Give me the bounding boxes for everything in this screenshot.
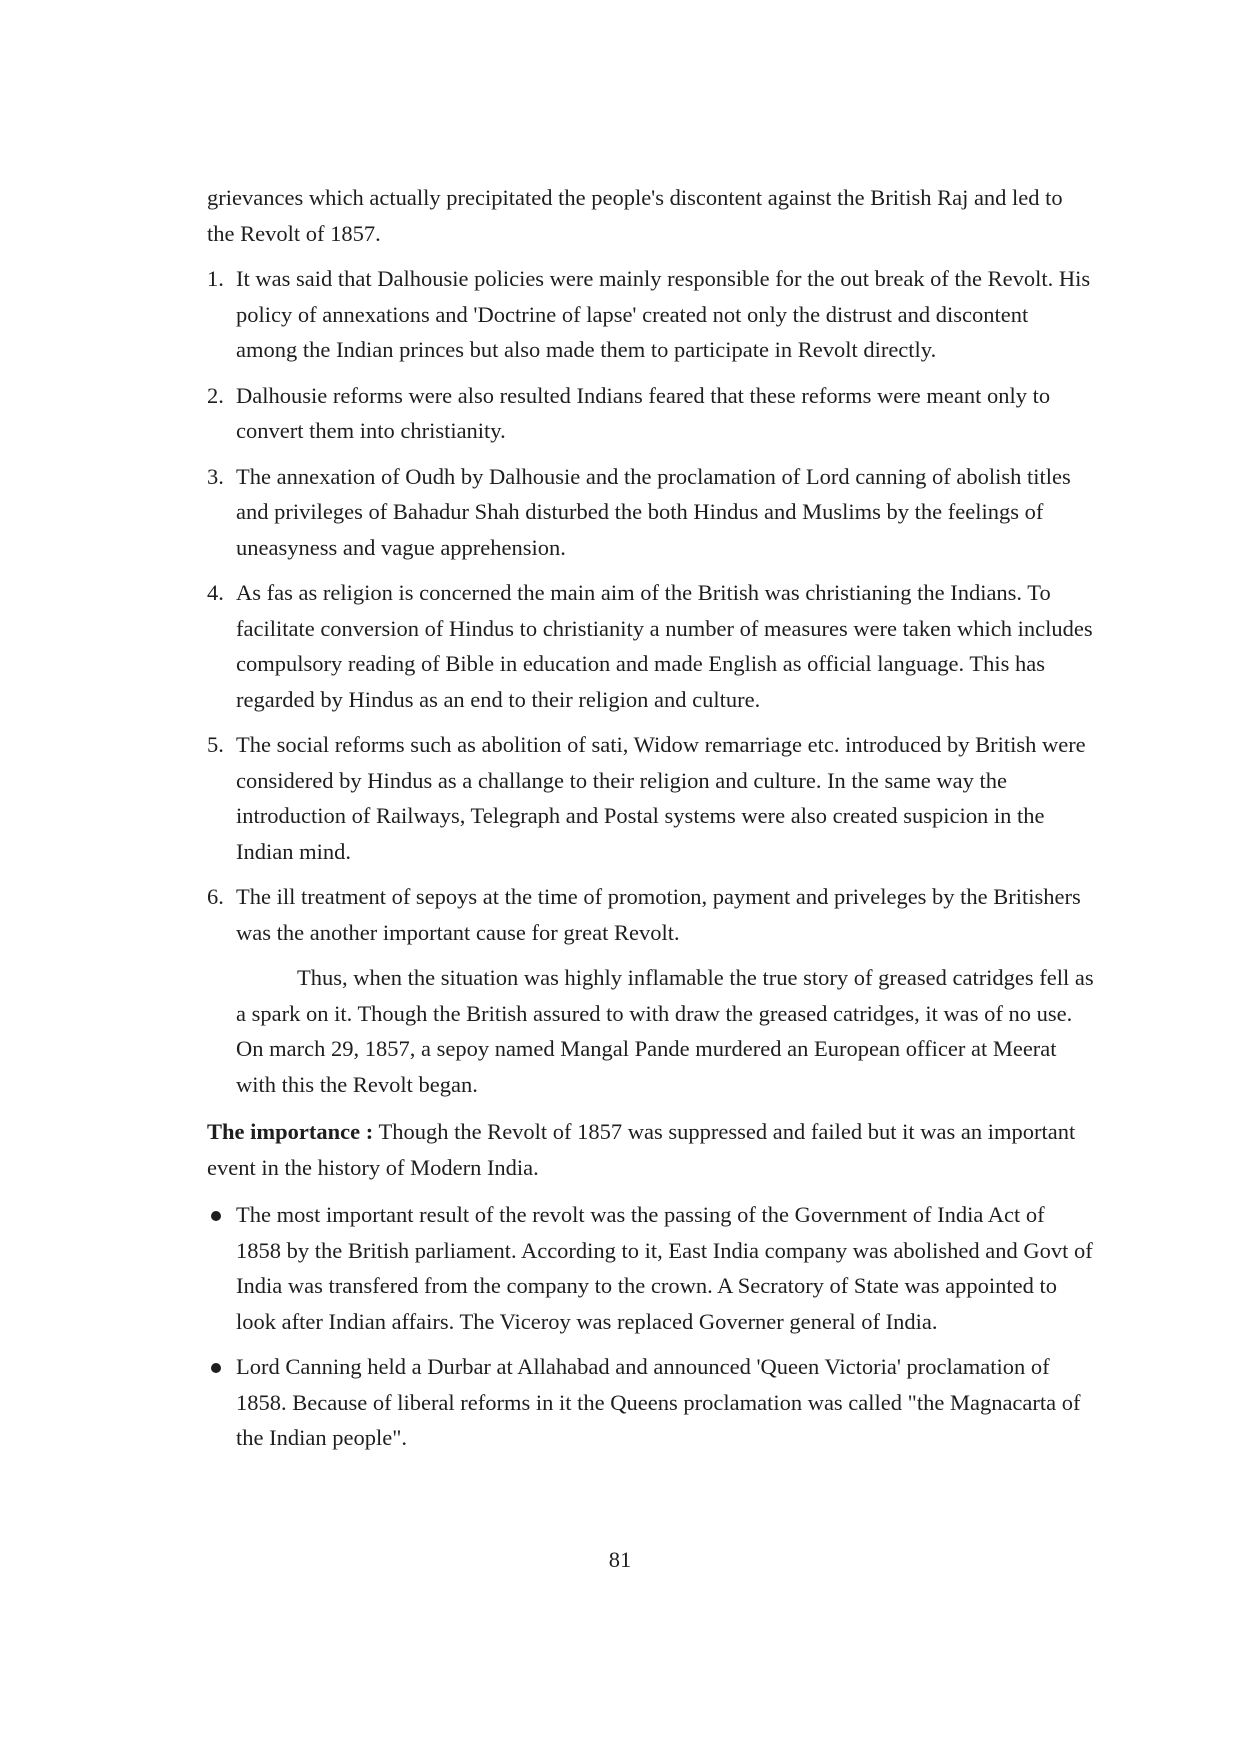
list-item-text: The most important result of the revolt was the passing of the Government of India Act of 1858 by the British parliament. According to it, East India company was abolished and Govt of India was transfered from the company to the crown. A Secratory of State was appointed to look after Indian affairs. The Viceroy was replaced Governer general of India. [236,1202,1093,1334]
list-item-text: The social reforms such as abolition of sati, Widow remarriage etc. introduced by British were considered by Hindus as a challange to their religion and culture. In the same way the introduction of Railways, Telegraph and Postal systems were also created suspicion in the Indian mind. [236,732,1086,864]
list-item-text: The annexation of Oudh by Dalhousie and the proclamation of Lord canning of abolish titles and privileges of Bahadur Shah disturbed the both Hindus and Muslims by the feelings of uneasyness and vague apprehension. [236,463,1071,560]
list-item-text: It was said that Dalhousie policies were mainly responsible for the out break of the Revolt. His policy of annexations and 'Doctrine of lapse' created not only the distrust and discontent among the Indian princes but also made them to participate in Revolt directly. [236,266,1091,362]
page-content [207,180,1095,1466]
causes-list [207,261,1095,950]
list-item [207,459,1095,566]
list-item-number: 4. [207,580,224,605]
list-item-text: Dalhousie reforms were also resulted Indians feared that these reforms were meant only to convert them into christianity. [236,382,1051,443]
conclusion-paragraph: Thus, when the situation was highly inflamable the true story of greased catridges fell as a spark on it. Though the British assured to with draw the greased catridges, it was of no use. On march 29, 1857, a sepoy named Mangal Pande murdered an European officer at Meerat with this the Revolt began. [236,965,1094,1097]
importance-heading: The importance : [207,1119,374,1144]
list-item-text: As fas as religion is concerned the main aim of the British was christianing the Indians. To facilitate conversion of Hindus to christianity a number of measures were taken which includes compulsory reading of Bible in education and made English as official language. This has regarded by Hindus as an end to their religion and culture. [236,580,1093,712]
list-item [207,727,1095,869]
list-item [207,575,1095,717]
list-item [207,1349,1095,1456]
importance-paragraph [207,1114,1095,1185]
list-item-text: The ill treatment of sepoys at the time of promotion, payment and priveleges by the Britishers was the another important cause for great Revolt. [236,884,1081,945]
intro-paragraph: grievances which actually precipitated the people's discontent against the British Raj and led to the Revolt of 1857. [207,185,1063,246]
bullet-icon [211,1211,221,1221]
importance-text: Though the Revolt of 1857 was suppressed and failed but it was an important event in the history of Modern India. [207,1119,1076,1180]
list-item [207,879,1095,950]
bullet-icon [211,1363,221,1373]
list-item-number: 6. [207,884,224,909]
list-item-number: 1. [207,266,224,291]
list-item [207,261,1095,368]
list-item-number: 3. [207,463,224,489]
list-item-number: 2. [207,382,224,408]
results-list [207,1197,1095,1456]
list-item [207,378,1095,449]
list-item [207,1197,1095,1339]
list-item-number: 5. [207,732,224,757]
list-item-text: Lord Canning held a Durbar at Allahabad and announced 'Queen Victoria' proclamation of 1858. Because of liberal reforms in it the Queens proclamation was called "the Magnacarta of the Indian people". [236,1354,1081,1450]
page-number: 81 [608,1547,632,1572]
